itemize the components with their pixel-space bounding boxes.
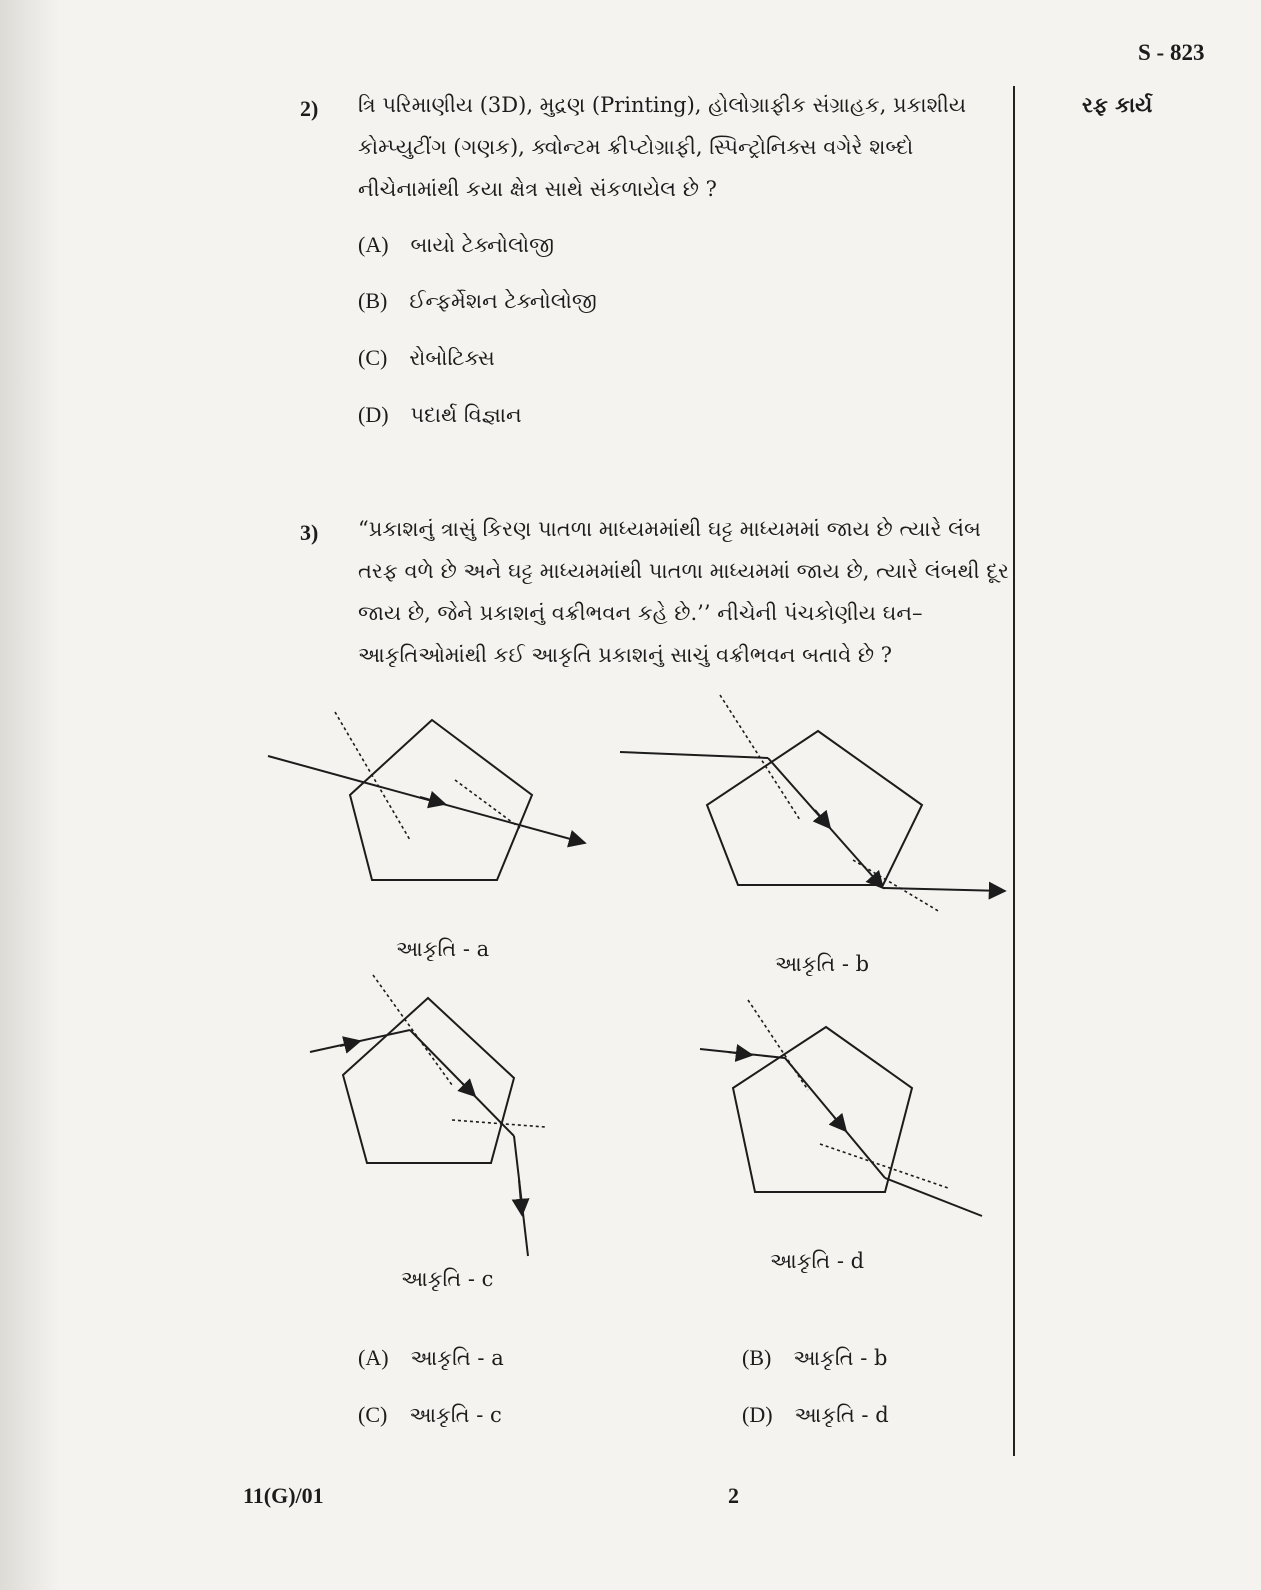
option-text: આકૃતિ - b [793, 1346, 888, 1370]
figure-d-caption: આકૃતિ - d [770, 1249, 865, 1273]
option-text: પદાર્થ વિજ્ઞાન [410, 403, 522, 427]
figure-a [268, 712, 585, 880]
figure-a-caption: આકૃતિ - a [396, 937, 490, 961]
question-2-line-2: કોમ્પ્યુટીંગ (ગણક), ક્વોન્ટમ ક્રીપ્ટોગ્રાફી, સ્પિન્ટ્રોનિક્સ વગેરે શબ્દો [358, 135, 914, 159]
figure-c-caption: આકૃતિ - c [401, 1267, 494, 1291]
rough-work-heading: રફ કાર્ય [1082, 92, 1153, 117]
option-label: (C) [358, 1402, 388, 1427]
question-3-option-a [358, 1345, 504, 1371]
figure-a-ray-arrow [420, 797, 445, 804]
question-2-number: 2) [300, 96, 319, 121]
figure-c-ray-arrow-2 [462, 1083, 475, 1096]
figure-a-pentagon [350, 720, 532, 880]
question-3-number: 3) [300, 520, 319, 545]
question-3-line-4: આકૃતિઓમાંથી કઈ આકૃતિ પ્રકાશનું સાચું વક્રીભવન બતાવે છે ? [358, 643, 892, 667]
option-text: રોબોટિક્સ [409, 346, 495, 370]
option-text: આકૃતિ - d [794, 1403, 889, 1427]
option-text: આકૃતિ - c [409, 1403, 502, 1427]
figure-d-pentagon [733, 1027, 912, 1192]
figure-c-normal [373, 975, 452, 1085]
option-label: (D) [358, 402, 389, 427]
figure-d-ray-arrow-2 [834, 1117, 846, 1131]
option-text: આકૃતિ - a [410, 1346, 504, 1370]
paper-code: S - 823 [1138, 40, 1205, 65]
question-3-option-c [358, 1402, 502, 1428]
figure-b [620, 695, 1005, 912]
footer-code: 11(G)/01 [243, 1483, 324, 1508]
figure-d [700, 1000, 982, 1216]
question-2-line-1: ત્રિ પરિમાણીય (3D), મુદ્રણ (Printing), હોલોગ્રાફીક સંગ્રાહક, પ્રકાશીય [358, 93, 967, 117]
figure-d-normal-2 [820, 1144, 948, 1188]
question-3-line-3: જાય છે, જેને પ્રકાશનું વક્રીભવન કહે છે.’’ નીચેની પંચકોણીય ઘન– [358, 601, 923, 625]
question-2-line-3: નીચેનામાંથી કયા ક્ષેત્ર સાથે સંકળાયેલ છે ? [358, 177, 717, 201]
question-3-option-d [742, 1402, 889, 1428]
figure-c-ray-arrow [340, 1041, 360, 1046]
option-text: ઈન્ફર્મેશન ટેક્નોલોજી [409, 289, 597, 313]
option-label: (A) [358, 232, 389, 257]
question-3-option-b [742, 1345, 887, 1371]
option-label: (A) [358, 1345, 389, 1370]
question-3-line-1: “પ્રકાશનું ત્રાસું કિરણ પાતળા માધ્યમમાંથી ઘટ્ટ માધ્યમમાં જાય છે ત્યારે લંબ [358, 517, 981, 541]
figure-b-ray [620, 752, 768, 758]
page-number: 2 [728, 1483, 739, 1508]
figure-c-pentagon [343, 998, 514, 1163]
option-label: (B) [358, 288, 388, 313]
figure-b-ray-arrow [815, 810, 830, 828]
figure-b-pentagon [707, 731, 922, 885]
option-label: (D) [742, 1402, 773, 1427]
figure-a-normal [335, 712, 410, 840]
option-label: (C) [358, 345, 388, 370]
figure-b-caption: આકૃતિ - b [775, 952, 870, 976]
option-text: બાયો ટેક્નોલોજી [410, 233, 555, 257]
question-3-line-2: તરફ વળે છે અને ઘટ્ટ માધ્યમમાંથી પાતળા માધ્યમમાં જાય છે, ત્યારે લંબથી દૂર [358, 559, 1009, 583]
figure-a-normal-2 [455, 780, 520, 828]
figure-c [310, 975, 545, 1256]
option-label: (B) [742, 1345, 772, 1370]
